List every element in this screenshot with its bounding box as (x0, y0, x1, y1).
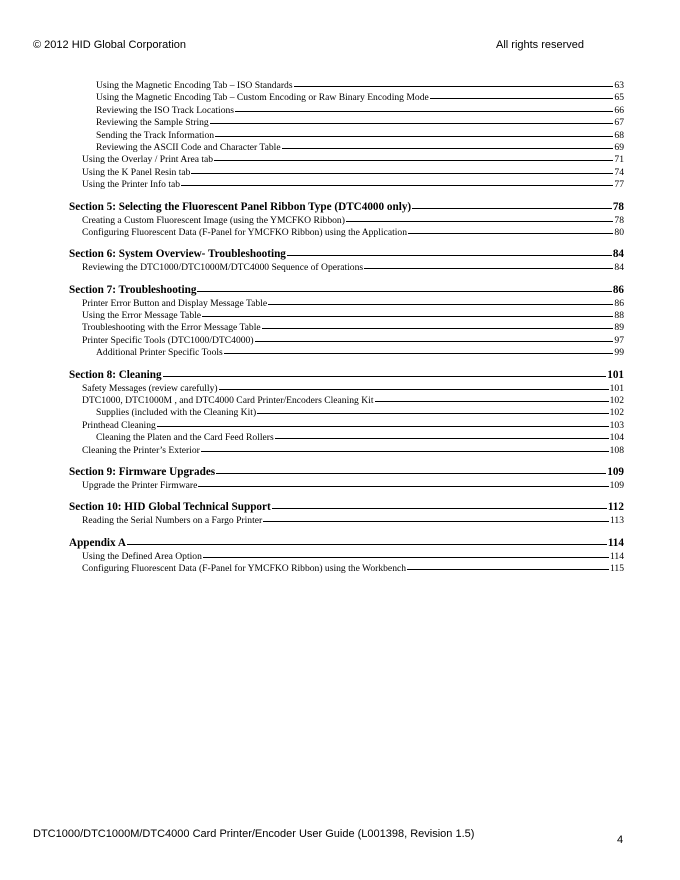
toc-entry-title: Section 7: Troubleshooting (69, 283, 197, 296)
toc-leader-line (262, 328, 614, 329)
toc-leader-line (268, 304, 613, 305)
toc-entry-page: 101 (609, 382, 624, 394)
toc-entry-page: 77 (614, 179, 624, 191)
toc-entry-title: Section 6: System Overview- Troubleshooting (69, 248, 286, 261)
toc-entry[interactable] (69, 80, 624, 92)
toc-entry-page: 78 (612, 200, 624, 213)
toc-entry-page: 104 (609, 432, 624, 444)
toc-entry[interactable] (69, 383, 624, 395)
toc-leader-line (430, 98, 614, 99)
toc-leader-line (203, 557, 609, 558)
toc-entry[interactable] (69, 117, 624, 129)
toc-entry-title: Reviewing the Sample String (96, 117, 209, 129)
toc-entry[interactable] (69, 563, 624, 575)
toc-section-entry[interactable] (69, 368, 624, 383)
toc-section-entry[interactable] (69, 465, 624, 480)
toc-leader-line (275, 438, 609, 439)
toc-leader-line (257, 413, 608, 414)
toc-leader-line (407, 569, 609, 570)
toc-leader-line (191, 173, 613, 174)
toc-leader-line (214, 160, 613, 161)
toc-entry-title: Using the Magnetic Encoding Tab – Custom Encoding or Raw Binary Encoding Mode (96, 92, 429, 104)
toc-entry[interactable] (69, 215, 624, 227)
toc-entry-page: 97 (614, 334, 624, 346)
toc-entry-title: Troubleshooting with the Error Message Table (82, 322, 261, 334)
toc-entry-title: Creating a Custom Fluorescent Image (using the YMCFKO Ribbon) (82, 214, 345, 226)
toc-entry[interactable] (69, 395, 624, 407)
toc-entry-title: Configuring Fluorescent Data (F-Panel for YMCFKO Ribbon) using the Workbench (82, 563, 407, 575)
toc-entry-page: 113 (609, 515, 624, 527)
toc-entry[interactable] (69, 432, 624, 444)
toc-leader-line (364, 268, 613, 269)
toc-entry-title: Printer Specific Tools (DTC1000/DTC4000) (82, 334, 254, 346)
toc-entry-page: 99 (614, 347, 624, 359)
toc-entry-page: 74 (614, 166, 624, 178)
toc-entry-title: Additional Printer Specific Tools (96, 347, 223, 359)
toc-leader-line (181, 185, 613, 186)
toc-entry-title: Reviewing the DTC1000/DTC1000M/DTC4000 Sequence of Operations (82, 262, 364, 274)
toc-entry-page: 89 (614, 322, 624, 334)
toc-entry-title: Using the Printer Info tab (82, 179, 181, 191)
toc-entry-page: 63 (614, 80, 624, 91)
toc-entry-title: Safety Messages (review carefully) (82, 382, 218, 394)
toc-entry-page: 86 (614, 297, 624, 309)
table-of-contents (69, 80, 624, 576)
toc-entry-title: Section 5: Selecting the Fluorescent Panel Ribbon Type (DTC4000 only) (69, 200, 412, 213)
toc-leader-line (412, 208, 612, 209)
toc-leader-line (197, 291, 611, 292)
toc-entry[interactable] (69, 515, 624, 527)
toc-entry-page: 109 (607, 465, 624, 478)
toc-entry-title: Using the Magnetic Encoding Tab – ISO Standards (96, 80, 293, 91)
toc-entry[interactable] (69, 480, 624, 492)
toc-entry-page: 80 (614, 226, 624, 238)
toc-section-entry[interactable] (69, 536, 624, 551)
toc-entry-title: Reviewing the ASCII Code and Character Table (96, 141, 281, 153)
toc-entry-title: Section 8: Cleaning (69, 368, 162, 381)
header-rights: All rights reserved (496, 39, 585, 51)
toc-leader-line (216, 473, 606, 474)
toc-entry-page: 115 (609, 563, 624, 575)
toc-entry[interactable] (69, 298, 624, 310)
toc-entry-page: 65 (614, 92, 624, 104)
toc-leader-line (215, 136, 613, 137)
toc-leader-line (375, 401, 609, 402)
toc-entry[interactable] (69, 130, 624, 142)
toc-entry-title: Section 10: HID Global Technical Support (69, 501, 271, 514)
toc-section-entry[interactable] (69, 283, 624, 298)
toc-entry-page: 71 (614, 154, 624, 166)
toc-leader-line (210, 123, 614, 124)
toc-entry-title: Cleaning the Printer’s Exterior (82, 444, 200, 456)
toc-entry[interactable] (69, 445, 624, 457)
toc-entry-title: Printer Error Button and Display Message Table (82, 297, 268, 309)
toc-entry-title: Using the Error Message Table (82, 310, 202, 322)
toc-entry[interactable] (69, 167, 624, 179)
toc-entry[interactable] (69, 262, 624, 274)
toc-entry[interactable] (69, 420, 624, 432)
toc-entry-title: Section 9: Firmware Upgrades (69, 465, 216, 478)
toc-entry-title: Using the K Panel Resin tab (82, 166, 191, 178)
toc-entry-page: 103 (609, 419, 624, 431)
toc-section-entry[interactable] (69, 500, 624, 515)
toc-entry-page: 66 (614, 104, 624, 116)
toc-leader-line (255, 341, 614, 342)
toc-entry[interactable] (69, 142, 624, 154)
toc-entry-title: Using the Defined Area Option (82, 550, 202, 562)
toc-leader-line (294, 86, 614, 87)
toc-leader-line (157, 426, 609, 427)
footer-document-title: DTC1000/DTC1000M/DTC4000 Card Printer/Encoder User Guide (L001398, Revision 1.5) (33, 828, 475, 840)
toc-entry-title: Reading the Serial Numbers on a Fargo Printer (82, 515, 263, 527)
toc-leader-line (198, 486, 608, 487)
toc-entry[interactable] (69, 335, 624, 347)
toc-entry-title: Reviewing the ISO Track Locations (96, 104, 235, 116)
toc-entry-title: Printhead Cleaning (82, 419, 156, 431)
toc-entry-title: Appendix A (69, 536, 126, 549)
toc-entry-page: 84 (614, 262, 624, 274)
toc-entry[interactable] (69, 227, 624, 239)
toc-section-entry[interactable] (69, 247, 624, 262)
toc-entry-page: 84 (612, 248, 624, 261)
toc-leader-line (408, 233, 613, 234)
toc-leader-line (127, 544, 607, 545)
toc-entry-title: Cleaning the Platen and the Card Feed Rollers (96, 432, 274, 444)
toc-entry-page: 86 (612, 283, 624, 296)
toc-entry-page: 102 (609, 395, 624, 407)
toc-entry-title: Supplies (included with the Cleaning Kit) (96, 407, 257, 419)
toc-entry-title: Upgrade the Printer Firmware (82, 479, 198, 491)
toc-entry[interactable] (69, 105, 624, 117)
toc-entry-page: 109 (609, 479, 624, 491)
toc-section-entry[interactable] (69, 200, 624, 215)
toc-entry-page: 108 (609, 444, 624, 456)
page-number: 4 (617, 834, 624, 846)
toc-leader-line (219, 389, 609, 390)
toc-entry-title: DTC1000, DTC1000M , and DTC4000 Card Printer/Encoders Cleaning Kit (82, 395, 374, 407)
toc-entry-page: 114 (609, 550, 624, 562)
toc-leader-line (224, 353, 614, 354)
toc-leader-line (163, 376, 607, 377)
toc-entry-title: Sending the Track Information (96, 129, 215, 141)
toc-entry-page: 101 (607, 368, 624, 381)
toc-entry[interactable] (69, 310, 624, 322)
toc-entry[interactable] (69, 322, 624, 334)
toc-entry-page: 68 (614, 129, 624, 141)
toc-entry-page: 67 (614, 117, 624, 129)
toc-entry-page: 78 (614, 214, 624, 226)
toc-entry[interactable] (69, 154, 624, 166)
toc-entry[interactable] (69, 92, 624, 104)
toc-entry-page: 114 (607, 536, 624, 549)
header-copyright: © 2012 HID Global Corporation (33, 39, 187, 51)
toc-leader-line (272, 508, 607, 509)
toc-leader-line (201, 451, 609, 452)
toc-entry[interactable] (69, 179, 624, 191)
toc-entry[interactable] (69, 347, 624, 359)
toc-leader-line (346, 221, 613, 222)
toc-entry-page: 102 (609, 407, 624, 419)
toc-entry[interactable] (69, 551, 624, 563)
toc-leader-line (287, 255, 612, 256)
toc-entry[interactable] (69, 407, 624, 419)
toc-entry-title: Using the Overlay / Print Area tab (82, 154, 214, 166)
toc-entry-title: Configuring Fluorescent Data (F-Panel for YMCFKO Ribbon) using the Application (82, 226, 407, 238)
toc-leader-line (282, 148, 614, 149)
toc-entry-page: 69 (614, 141, 624, 153)
toc-entry-page: 112 (607, 501, 624, 514)
toc-entry-page: 88 (614, 310, 624, 322)
toc-leader-line (263, 521, 609, 522)
toc-leader-line (235, 111, 613, 112)
toc-leader-line (202, 316, 613, 317)
